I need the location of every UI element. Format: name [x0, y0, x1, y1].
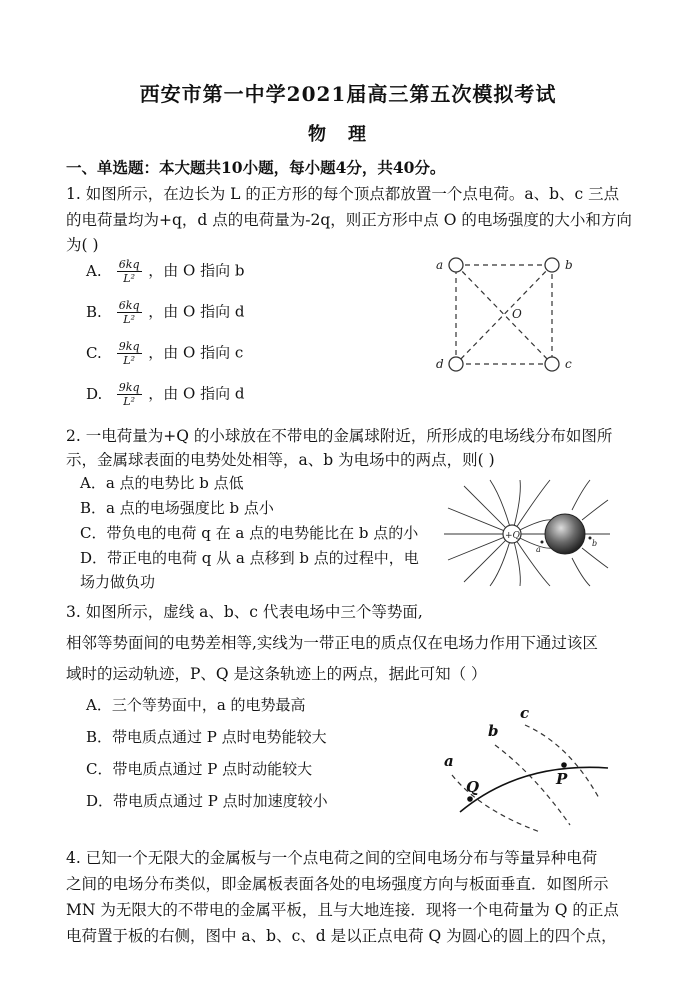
q2-field-line — [448, 508, 512, 534]
q1-option-a-label: A. — [86, 261, 102, 280]
q2-field-line — [448, 534, 512, 560]
q3-equipotential-diagram — [440, 700, 610, 835]
q1-label-d: d — [436, 357, 444, 371]
q1-option-d-text: ，由 O 指向 d — [148, 384, 245, 403]
q1-option-d[interactable] — [86, 381, 245, 408]
q2-metal-ball — [545, 514, 585, 554]
q1-option-c-numerator: 9kq — [118, 340, 140, 353]
q2-field-line — [572, 558, 590, 586]
q3-line-2: 相邻等势面间的电势差相等,实线为一带正电的质点仅在电场力作用下通过该区 — [66, 634, 598, 652]
q3-point-q — [467, 796, 473, 802]
q2-field-diagram — [442, 478, 612, 588]
q1-option-c-denominator: L² — [123, 354, 135, 367]
q2-option-b[interactable]: B．a 点的电场强度比 b 点小 — [80, 499, 274, 517]
q3-label-b: b — [488, 722, 499, 740]
q1-square-diagram — [428, 250, 588, 380]
q1-option-a-denominator: L² — [123, 272, 135, 285]
q3-label-a: a — [444, 752, 454, 770]
q2-field-line — [464, 534, 512, 582]
exam-title: 西安市第一中学2021届高三第五次模拟考试 — [139, 82, 557, 106]
q2-label-b: b — [592, 539, 598, 548]
q1-option-d-denominator: L² — [123, 395, 135, 408]
section-heading: 一、单选题：本大题共10小题，每小题4分，共40分。 — [66, 158, 446, 177]
q1-charge-a — [449, 258, 463, 272]
q2-field-line — [582, 500, 608, 520]
q1-charge-b — [545, 258, 559, 272]
q2-option-a[interactable]: A．a 点的电势比 b 点低 — [80, 474, 244, 492]
q1-label-c: c — [565, 357, 572, 371]
q4-line-4: 电荷置于板的右侧，图中 a、b、c、d 是以正点电荷 Q 为圆心的圆上的四个点， — [66, 927, 617, 945]
q1-option-b-denominator: L² — [123, 313, 135, 326]
q1-option-c[interactable] — [86, 340, 243, 367]
q2-point-a — [541, 541, 544, 544]
q2-line-2: 示，金属球表面的电势处处相等，a、b 为电场中的两点，则( ) — [66, 451, 495, 469]
q3-line-1: 3. 如图所示，虚线 a、b、c 代表电场中三个等势面, — [66, 603, 423, 621]
q1-option-a-text: ，由 O 指向 b — [148, 261, 245, 280]
q1-line-1: 1. 如图所示，在边长为 L 的正方形的每个顶点都放置一个点电荷。a、b、c 三点 — [66, 185, 620, 203]
q4-line-3: MN 为无限大的不带电的金属平板，且与大地连接．现将一个电荷量为 Q 的正点 — [66, 901, 619, 919]
q1-option-b-numerator: 6kq — [118, 299, 140, 312]
q1-option-a[interactable] — [86, 258, 245, 285]
q3-label-p: P — [556, 770, 568, 788]
q2-field-line — [582, 548, 608, 568]
q3-option-a[interactable]: A．三个等势面中，a 的电势最高 — [86, 696, 306, 714]
q2-charge-label: +Q — [505, 531, 520, 541]
q3-option-b[interactable]: B．带电质点通过 P 点时电势能较大 — [86, 728, 327, 746]
q2-option-d-cont: 场力做负功 — [80, 573, 156, 591]
q2-label-a: a — [536, 545, 541, 554]
q1-charge-d — [449, 357, 463, 371]
q3-option-d[interactable]: D．带电质点通过 P 点时加速度较小 — [86, 792, 328, 810]
q1-option-b[interactable] — [86, 299, 245, 326]
q1-option-b-label: B. — [86, 302, 102, 321]
q1-option-c-text: ，由 O 指向 c — [148, 343, 244, 362]
q1-line-2: 的电荷量均为+q，d 点的电荷量为-2q，则正方形中点 O 的电场强度的大小和方向 — [66, 211, 632, 229]
q3-label-c: c — [520, 704, 530, 722]
q2-field-line — [512, 480, 550, 534]
q1-line-3: 为( ) — [66, 236, 99, 254]
q3-label-q: Q — [466, 778, 480, 796]
q1-option-d-fraction — [117, 381, 142, 408]
q3-equipotential-c — [525, 725, 600, 800]
q3-point-p — [561, 762, 567, 768]
q3-line-3: 域时的运动轨迹，P、Q 是这条轨迹上的两点，据此可知（ ） — [66, 665, 487, 683]
q1-option-c-label: C. — [86, 343, 102, 362]
q2-field-line — [572, 480, 590, 510]
q4-line-2: 之间的电场分布类似，即金属板表面各处的电场强度方向与板面垂直．如图所示 — [66, 875, 609, 893]
q2-line-1: 2. 一电荷量为+Q 的小球放在不带电的金属球附近，所形成的电场线分布如图所 — [66, 427, 613, 445]
q3-option-c[interactable]: C．带电质点通过 P 点时动能较大 — [86, 760, 313, 778]
q1-option-b-fraction — [117, 299, 142, 326]
q4-line-1: 4. 已知一个无限大的金属板与一个点电荷之间的空间电场分布与等量异种电荷 — [66, 849, 598, 867]
q3-trajectory — [460, 767, 608, 812]
q1-label-b: b — [565, 258, 573, 272]
q1-label-a: a — [436, 258, 444, 272]
q2-option-d[interactable]: D．带正电的电荷 q 从 a 点移到 b 点的过程中，电 — [80, 549, 419, 567]
q1-label-o: O — [512, 307, 522, 321]
q1-charge-c — [545, 357, 559, 371]
q1-option-a-fraction — [117, 258, 142, 285]
q2-option-c[interactable]: C．带负电的电荷 q 在 a 点的电势能比在 b 点的小 — [80, 524, 419, 542]
q1-option-a-numerator: 6kq — [118, 258, 140, 271]
q1-option-d-numerator: 9kq — [118, 381, 140, 394]
exam-subject: 物理 — [308, 124, 388, 145]
q1-option-b-text: ，由 O 指向 d — [148, 302, 245, 321]
q1-option-d-label: D. — [86, 384, 103, 403]
q1-option-c-fraction — [117, 340, 142, 367]
